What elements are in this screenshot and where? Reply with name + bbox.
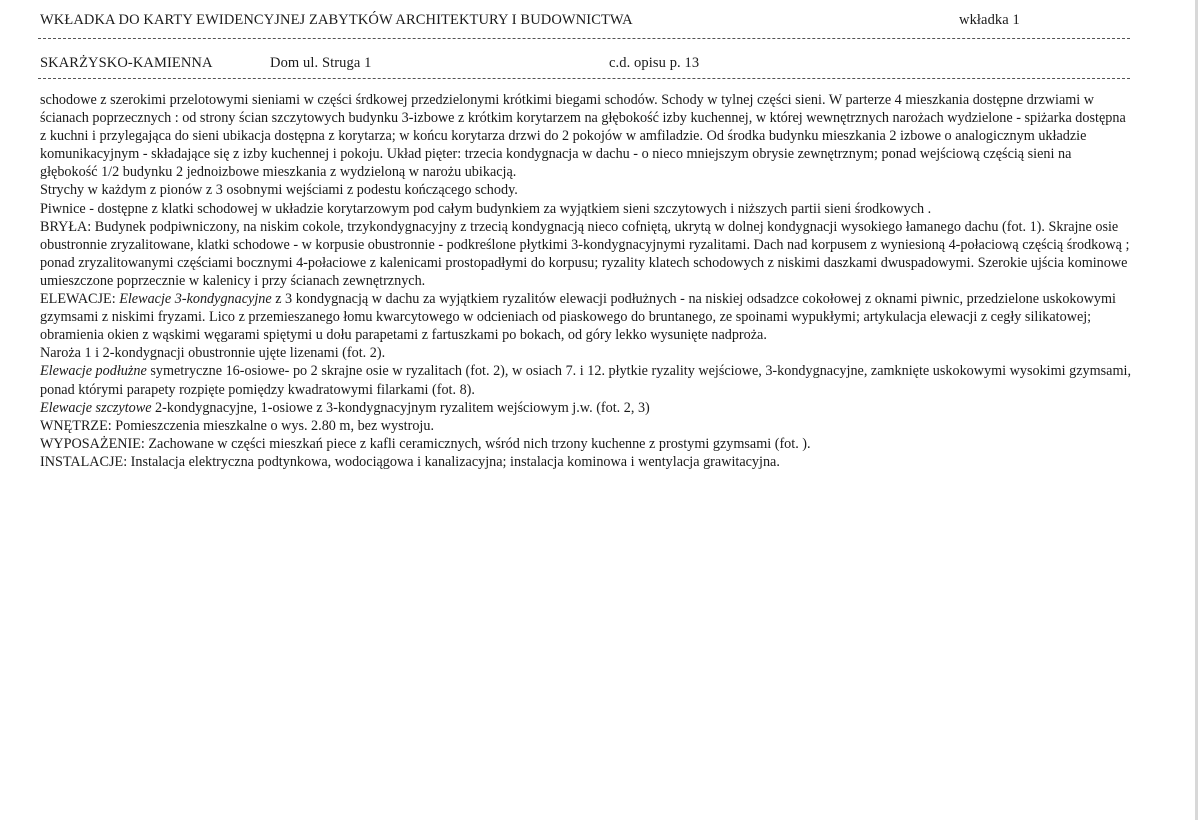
paragraph-corners: Naroża 1 i 2-kondygnacji obustronnie ujęte lizenami (fot. 2). — [40, 345, 386, 362]
form-title: WKŁADKA DO KARTY EWIDENCYJNEJ ZABYTKÓW ARCHITEKTURY I BUDOWNICTWA — [40, 12, 633, 28]
continuation-note: c.d. opisu p. 13 — [609, 55, 700, 71]
location-name: SKARŻYSKO-KAMIENNA — [40, 55, 213, 71]
object-name: Dom ul. Struga 1 — [270, 55, 372, 71]
paragraph-installations: INSTALACJE: Instalacja elektryczna podtynkowa, wodociągowa i kanalizacyjna; instalacja kominowa i wentylacja grawitacyjna. — [40, 453, 780, 470]
paragraph-gable — [40, 399, 1132, 417]
subheader-divider — [38, 78, 1130, 79]
gable-text: 2-kondygnacyjne, 1-osiowe z 3-kondygnacyjnym ryzalitem wejściowym j.w. (fot. 2, 3) — [151, 399, 650, 416]
longitudinal-italic: Elewacje podłużne — [40, 363, 147, 380]
tab-label: wkładka 1 — [959, 12, 1020, 28]
elevations-text: z 3 kondygnacją w dachu za wyjątkiem ryzalitów elewacji podłużnych - na niskiej odsadzce cokołowej z oknami piwnic, przedzielone uskokowymi gzymsami z niskimi fryzami. Lico z przemieszanego łomu kwarcytowego w odcieniach od piaskowego do bruntanego, ze spoinami wypukłymi; artykulacja elewacji z cegły silikatowej; obramienia okien z wąskimi węgarami spiętymi u dołu parapetami z fartuszkami po bokach, od góry lekko wysunięte nadproża. — [40, 291, 1116, 344]
paragraph-elevations — [40, 290, 1132, 344]
paragraph-longitudinal — [40, 362, 1132, 398]
paragraph-massing: BRYŁA: Budynek podpiwniczony, na niskim cokole, trzykondygnacyjny z trzecią kondygnacją nieco cofniętą, ukrytą w dolnej kondygnacji wysokiego łamanego dachu (fot. 1). Skrajne osie obustronnie zryzalitowane, klatki schodowe - w korpusie obustronnie - podkreślone płytkimi 3-kondygnacyjnymi ryzalitami. Dach nad korpusem z wyniesioną 4-połaciową częścią środkową ; ponad zryzalitowanymi częściami bocznymi 4-połaciowe z kalenicami prostopadłymi do korpusu; ryzality klatech schodowych z niskimi daszkami dwuspadowymi. Szerokie ujścia kominowe umieszczone poprzecznie w kalenicy i przy ścianach zewnętrznych. — [40, 218, 1130, 289]
elevations-italic: Elewacje 3-kondygnacyjne — [119, 291, 272, 308]
paragraph-interior: WNĘTRZE: Pomieszczenia mieszkalne o wys. 2.80 m, bez wystroju. — [40, 417, 435, 434]
paragraph-basements: Piwnice - dostępne z klatki schodowej w układzie korytarzowym pod całym budynkiem za wyjątkiem sieni szczytowych i niższych partii sieni środkowych . — [40, 200, 932, 217]
header-divider — [38, 38, 1130, 39]
paragraph-furnishing: WYPOSAŻENIE: Zachowane w części mieszkań piece z kafli ceramicznych, wśród nich trzony kuchenne z prostymi gzymsami (fot. ). — [40, 435, 811, 452]
paragraph-attics: Strychy w każdym z pionów z 3 osobnymi wejściami z podestu kończącego schody. — [40, 182, 518, 199]
elevations-label: ELEWACJE: — [40, 291, 120, 308]
description-body — [40, 91, 1132, 471]
paragraph-layout: schodowe z szerokimi przelotowymi sieniami w części śrdkowej przedzielonymi krótkimi biegami schodów. Schody w tylnej części sieni. W parterze 4 mieszkania dostępne drzwiami w ścianach poprzecznych : od strony ścian szczytowych budynku 3-izbowe z krótkim korytarzem na głębokość izby kuchennej, w której wewnętrznych narożach wydzielone - spiżarka dostępna z kuchni i przylegająca do sieni ubikacja dostępna z korytarza; w końcu korytarza drzwi do 2 pokojów w amfiladzie. Od środka budynku mieszkania 2 izbowe o analogicznym układzie komunikacyjnym - składające się z izby kuchennej i pokoju. Układ pięter: trzecia kondygnacja w dachu - o nieco mniejszym obrysie zewnętrznym; ponad wejściową częścią sieni na głębokość 1/2 budynku 2 jednoizbowe mieszkania z wydzieloną w narożu ubikacją. — [40, 92, 1126, 181]
longitudinal-text: symetryczne 16-osiowe- po 2 skrajne osie w ryzalitach (fot. 2), w osiach 7. i 12. płytkie ryzality wejściowe, 3-kondygnacyjne, zamknięte uskokowymi wysokimi gzymsami, ponad którymi parapety rozpięte pomiędzy kwadratowymi filarkami (fot. 8). — [40, 363, 1131, 398]
gable-italic: Elewacje szczytowe — [40, 399, 152, 416]
